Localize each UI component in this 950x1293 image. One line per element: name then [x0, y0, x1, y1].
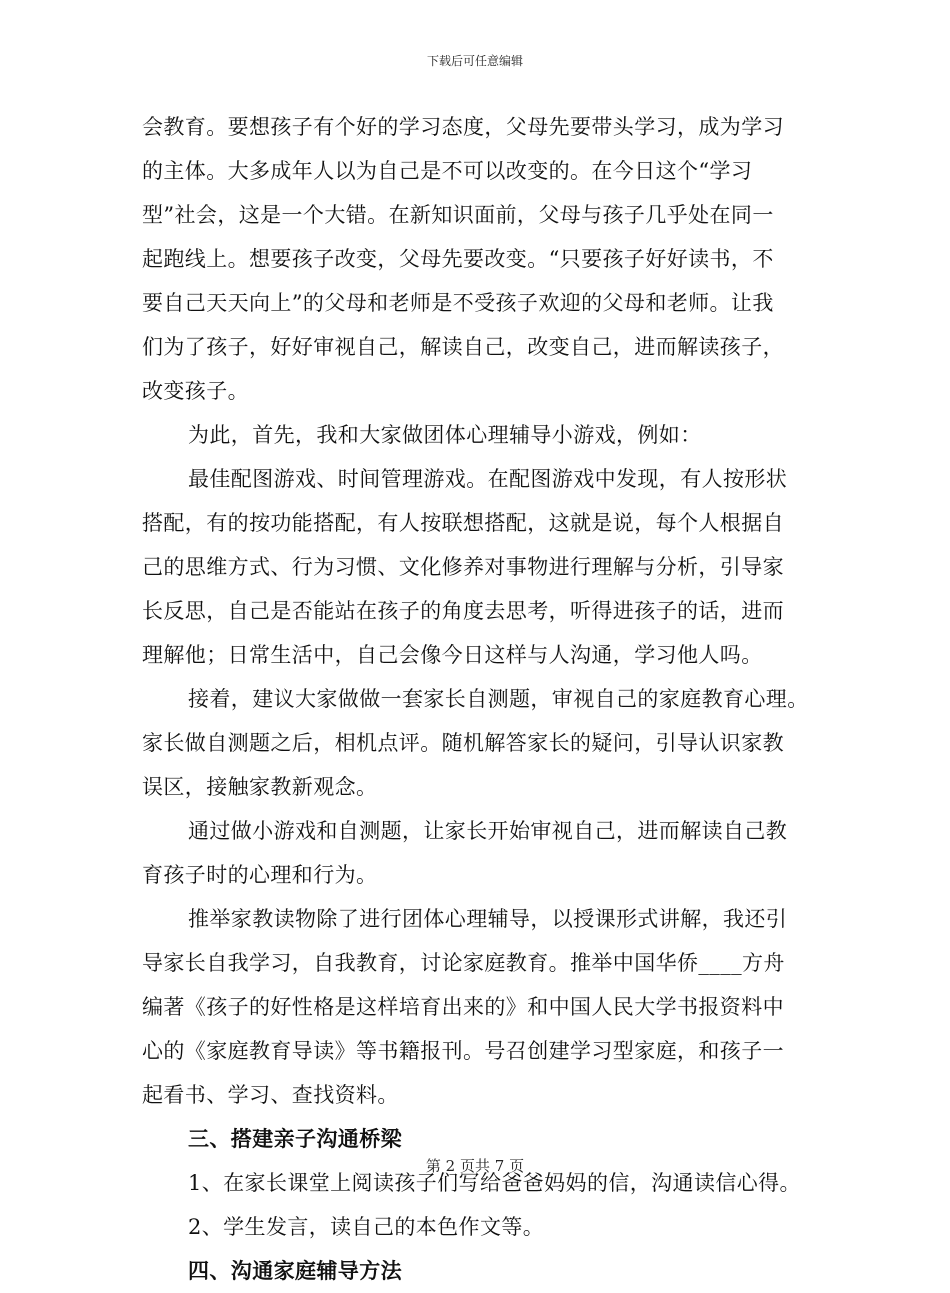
list-item: 2、学生发言，读自己的本色作文等。 — [188, 1215, 545, 1239]
section-heading: 四、沟通家庭辅导方法 — [188, 1258, 402, 1283]
body-line: 的主体。大多成年人以为自己是不可以改变的。在今日这个“学习 — [142, 159, 753, 183]
body-line: 型”社会，这是一个大错。在新知识面前，父母与孩子几乎处在同一 — [142, 203, 774, 227]
body-line: 搭配，有的按功能搭配，有人按联想搭配，这就是说，每个人根据自 — [142, 511, 784, 535]
body-line: 们为了孩子，好好审视自己，解读自己，改变自己，进而解读孩子， — [142, 335, 784, 359]
page-footer: 第 2 页共 7 页 — [425, 1157, 525, 1175]
body-line: 起看书、学习、查找资料。 — [142, 1083, 399, 1107]
document-body — [142, 105, 809, 1293]
body-line: 育孩子时的心理和行为。 — [142, 863, 378, 887]
body-line: 起跑线上。想要孩子改变，父母先要改变。“只要孩子好好读书，不 — [142, 247, 774, 271]
body-line: 要自己天天向上”的父母和老师是不受孩子欢迎的父母和老师。让我 — [142, 291, 774, 315]
paragraph-start-line: 接着，建议大家做做一套家长自测题，审视自己的家庭教育心理。 — [188, 687, 809, 711]
body-line: 家长做自测题之后，相机点评。随机解答家长的疑问，引导认识家教 — [142, 731, 784, 755]
body-line: 理解他；日常生活中，自己会像今日这样与人沟通，学习他人吗。 — [142, 643, 763, 667]
body-line: 长反思，自己是否能站在孩子的角度去思考，听得进孩子的话，进而 — [142, 599, 784, 623]
body-line: 改变孩子。 — [142, 379, 249, 403]
body-line: 导家长自我学习，自我教育，讨论家庭教育。推举中国华侨____方舟 — [142, 951, 785, 975]
body-line: 会教育。要想孩子有个好的学习态度，父母先要带头学习，成为学习 — [142, 115, 784, 139]
paragraph-start-line: 通过做小游戏和自测题，让家长开始审视自己，进而解读自己教 — [188, 819, 788, 843]
body-line: 误区，接触家教新观念。 — [142, 775, 378, 799]
body-line: 编著《孩子的好性格是这样培育出来的》和中国人民大学书报资料中 — [142, 995, 784, 1019]
body-line: 己的思维方式、行为习惯、文化修养对事物进行理解与分析，引导家 — [142, 555, 784, 579]
section-heading: 三、搭建亲子沟通桥梁 — [188, 1126, 402, 1151]
page-header: 下载后可任意编辑 — [426, 54, 523, 68]
list-item: 1、在家长课堂上阅读孩子们写给爸爸妈妈的信，沟通读信心得。 — [188, 1171, 801, 1195]
paragraph-start-line: 为此，首先，我和大家做团体心理辅导小游戏，例如： — [188, 423, 702, 447]
paragraph-start-line: 推举家教读物除了进行团体心理辅导，以授课形式讲解，我还引 — [188, 907, 788, 931]
paragraph-start-line: 最佳配图游戏、时间管理游戏。在配图游戏中发现，有人按形状 — [188, 467, 788, 491]
body-line: 心的《家庭教育导读》等书籍报刊。号召创建学习型家庭，和孩子一 — [142, 1039, 784, 1063]
